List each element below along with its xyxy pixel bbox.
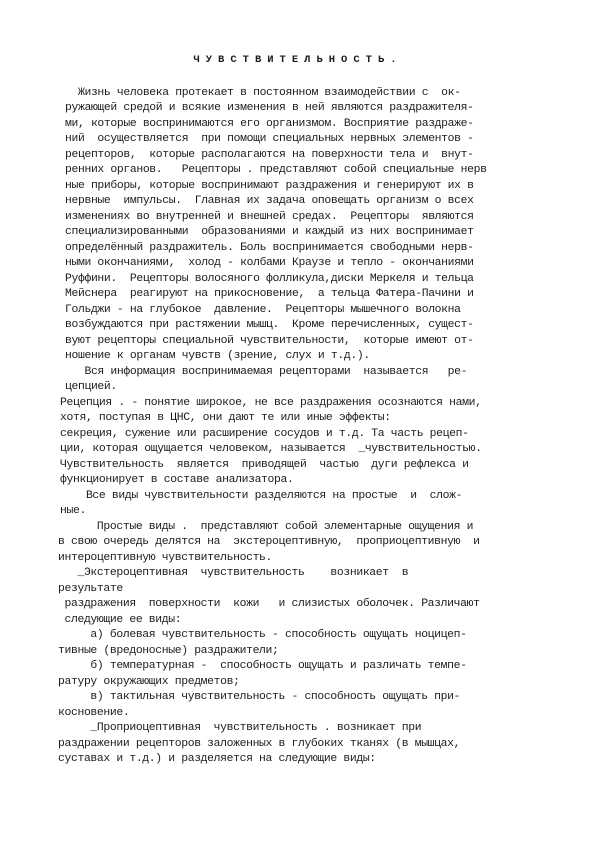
text-line: Вся информация воспринимаемая рецепторами называется ре-: [65, 366, 468, 378]
text-line: косновение.: [58, 707, 130, 719]
text-line: ратуру окружающих предметов;: [58, 676, 240, 688]
text-line: Жизнь человека протекает в постоянном взаимодействии с ок-: [65, 87, 461, 99]
text-line: изменениях во внутренней и внешней средах. Рецепторы являются: [65, 211, 474, 223]
text-line: ные приборы, которые воспринимают раздражения и генерируют их в: [65, 180, 474, 192]
text-line: ренних органов. Рецепторы . представляют собой специальные нерв: [65, 164, 487, 176]
text-line: ными окончаниями, холод - колбами Краузе и тепло - окончаниями: [65, 257, 474, 269]
text-line: ные.: [60, 505, 86, 517]
text-line: ружающей средой и всякие изменения в ней являются раздражителя-: [65, 102, 474, 114]
text-line: в свою очередь делятся на экстероцептивную, проприоцептивную и: [58, 536, 480, 548]
page-title: ЧУВСТВИТЕЛЬНОСТЬ.: [193, 54, 403, 66]
text-line: Чувствительность является приводящей частью дуги рефлекса и: [60, 459, 469, 471]
text-line: ношение к органам чувств (зрение, слух и т.д.).: [65, 350, 370, 362]
text-line: возбуждаются при растяжении мышц. Кроме перечисленных, сущест-: [65, 319, 474, 331]
text-line: следующие ее виды:: [58, 614, 182, 626]
text-line: в) тактильная чувствительность - способность ощущать при-: [58, 691, 461, 703]
text-line: а) болевая чувствительность - способность ощущать ноцицеп-: [58, 629, 467, 641]
text-line: суставах и т.д.) и разделяется на следующие виды:: [58, 753, 376, 765]
text-line: вуют рецепторы специальной чувствительности, которые имеют от-: [65, 335, 474, 347]
text-line: Гольджи - на глубокое давление. Рецепторы мышечного волокна: [65, 304, 461, 316]
text-line: секреция, сужение или расширение сосудов и т.д. Та часть рецеп-: [60, 428, 469, 440]
text-line: ции, которая ощущается человеком, называется _чувствительностью.: [60, 443, 482, 455]
text-line: раздражении рецепторов заложенных в глубоких тканях (в мышцах,: [58, 738, 461, 750]
text-line: Рецепция . - понятие широкое, не все раздражения осознаются нами,: [60, 397, 482, 409]
text-line: цепцией.: [65, 381, 117, 393]
text-line: функционирует в составе анализатора.: [60, 474, 294, 486]
text-line: ми, которые воспринимаются его организмом. Восприятие раздраже-: [65, 118, 474, 130]
text-line: Все виды чувствительности разделяются на простые и слож-: [60, 490, 463, 502]
text-line: определённый раздражитель. Боль воспринимается свободными нерв-: [65, 242, 474, 254]
text-line: б) температурная - способность ощущать и различать темпе-: [58, 660, 467, 672]
text-line: ний осуществляется при помощи специальных нервных элементов -: [65, 133, 474, 145]
text-line: рецепторов, которые располагаются на поверхности тела и внут-: [65, 149, 474, 161]
text-line: Мейснера реагируют на прикосновение, а тельца Фатера-Пачини и: [65, 288, 474, 300]
text-line: специализированными образованиями и каждый из них воспринимает: [65, 226, 474, 238]
text-line: тивные (вредоносные) раздражители;: [58, 645, 279, 657]
text-line: _Экстероцептивная чувствительность возникает в: [58, 567, 409, 579]
text-line: _Проприоцептивная чувствительность . возникает при: [58, 722, 422, 734]
text-line: раздражения поверхности кожи и слизистых оболочек. Различают: [58, 598, 480, 610]
text-line: Простые виды . представляют собой элементарные ощущения и: [58, 521, 474, 533]
text-line: интероцептивную чувствительность.: [58, 552, 273, 564]
text-line: хотя, поступая в ЦНС, они дают те или иные эффекты:: [60, 412, 391, 424]
text-line: результате: [58, 583, 123, 595]
text-line: Руффини. Рецепторы волосяного фолликула,диски Меркеля и тельца: [65, 273, 474, 285]
text-line: нервные импульсы. Главная их задача оповещать организм о всех: [65, 195, 474, 207]
